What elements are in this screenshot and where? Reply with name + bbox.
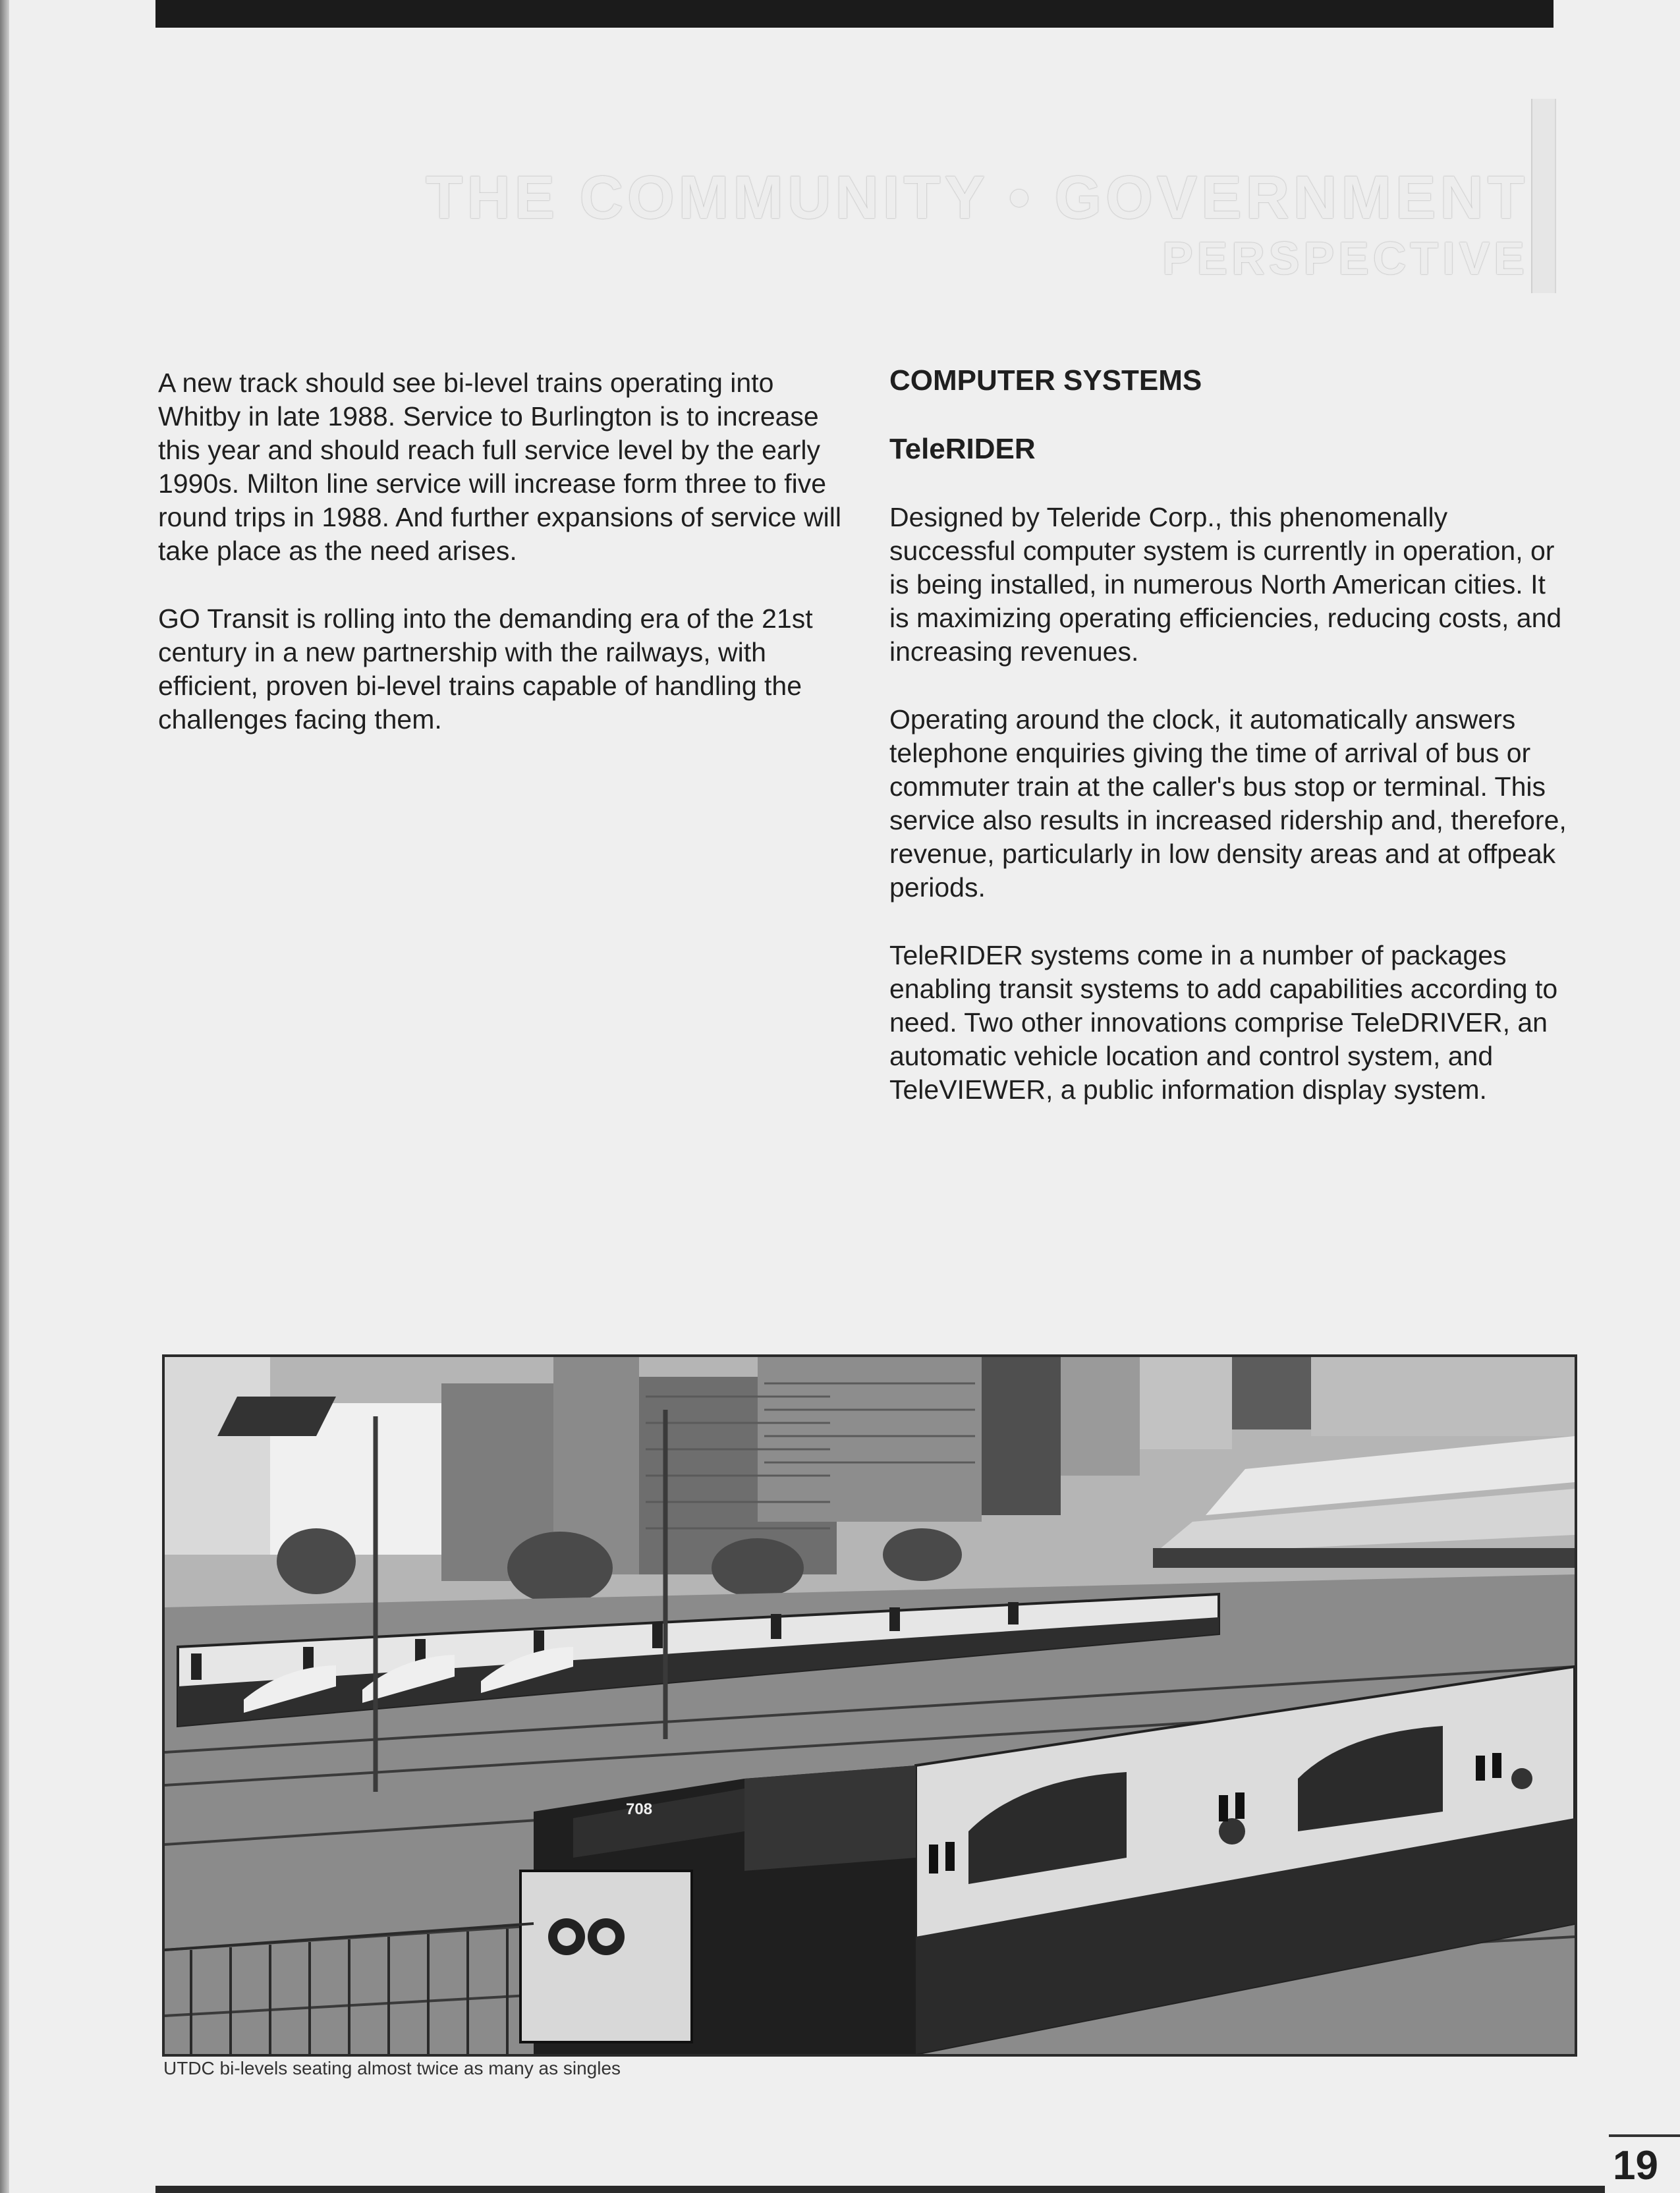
left-column	[158, 366, 843, 771]
left-paragraph-1: A new track should see bi-level trains operating into Whitby in late 1988. Service to Burlington is to increase this year and should reach full service level by the early 1990s. Milton line service will increase form three to five round trips in 1988. And further expansions of service will take place as the need arises.	[158, 368, 841, 566]
section-title-line1: THE COMMUNITY • GOVERNMENT	[426, 164, 1528, 231]
footer-rule	[155, 2186, 1605, 2193]
right-paragraph-3: TeleRIDER systems come in a number of packages enabling transit systems to add capabilities according to need. Two other innovations comprise TeleDRIVER, an automatic vehicle location and control system, and TeleVIEWER, a public information display system.	[889, 940, 1558, 1105]
right-paragraph-1: Designed by Teleride Corp., this phenomenally successful computer system is currently in operation, or is being installed, in numerous North American cities. It is maximizing operating efficiencies, reducing costs, and increasing revenues.	[889, 502, 1562, 667]
train-yard-photo	[162, 1354, 1577, 2057]
page-number: 19	[1613, 2143, 1658, 2188]
locomotive-number: 708	[626, 1800, 653, 1818]
computer-systems-heading: COMPUTER SYSTEMS	[889, 364, 1202, 397]
telerider-subheading: TeleRIDER	[889, 433, 1036, 465]
right-paragraph-2: Operating around the clock, it automatically answers telephone enquiries giving the time of arrival of bus or commuter train at the caller's bus stop or terminal. This service also results in increased ridership and, therefore, revenue, particularly in low density areas and at offpeak periods.	[889, 704, 1567, 902]
train-yard-illustration	[165, 1357, 1575, 2054]
right-column	[889, 364, 1568, 1141]
title-vertical-rule	[1531, 99, 1556, 293]
section-title-line2: PERSPECTIVE	[1162, 233, 1528, 284]
top-decorative-bar	[155, 0, 1554, 28]
section-title	[290, 165, 1528, 286]
page-binding-edge	[0, 0, 9, 2193]
left-paragraph-2: GO Transit is rolling into the demanding era of the 21st century in a new partnership with the railways, with efficient, proven bi-level trains capable of handling the challenges facing them.	[158, 603, 813, 735]
photo-caption: UTDC bi-levels seating almost twice as many as singles	[163, 2058, 621, 2078]
page-number-rule	[1609, 2134, 1680, 2137]
